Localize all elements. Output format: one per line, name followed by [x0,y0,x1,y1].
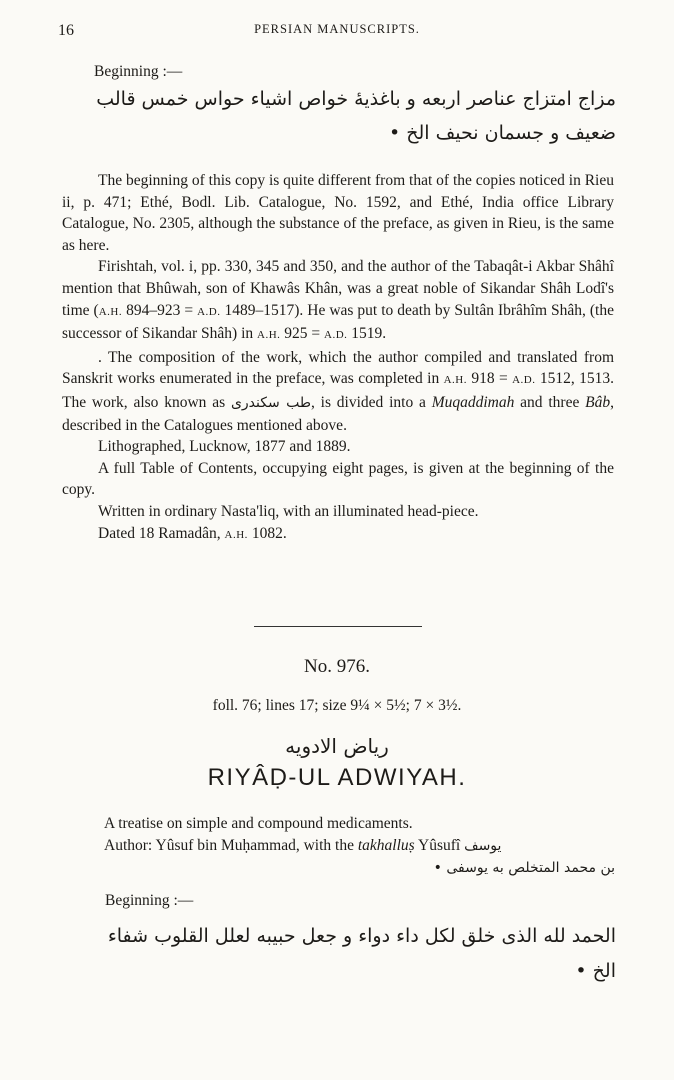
author-line: Author: Yûsuf bin Muḥammad, with the takhalluṣ Yûsufî یوسف [104,836,502,854]
beginning-arabic-line-1: مزاج امتزاج عناصر اربعه و باغذیهٔ خواص اشیاء حواس خمس قالب [96,88,616,110]
beginning-arabic-976-line-1: الحمد لله الذی خلق لکل داء دواء و جعل حبیبه لعلل القلوب شفاء [107,925,616,947]
page-number: 16 [58,22,74,39]
paragraph-composition: . The composition of the work, which the author compiled and translated from Sanskrit works enumerated in the preface, was completed in A.H. 918 = A.D. 1512, 1513. The work, also known as طب سکندری, is divided into a Muqaddimah and three Bâb, described in the Catalogues mentioned above. [62,348,615,434]
section-divider [254,626,422,627]
entry-number: No. 976. [304,656,370,677]
paragraph-copy-comparison: The beginning of this copy is quite different from that of the copies noticed in Rieu ii, p. 471; Ethé, Bodl. Lib. Catalogue, No. 1592, and Ethé, India office Library Catalogue, No. 2305, although the substance of the preface, as given in Rieu, is the same as here. [62,172,614,254]
beginning-arabic-line-2: ضعیف و جسمان نحیف الخ • [389,122,616,144]
beginning-arabic-976-line-2: الخ • [575,960,616,982]
beginning-label: Beginning :— [94,63,183,80]
paragraph-table-of-contents: A full Table of Contents, occupying eight pages, is given at the beginning of the copy. [62,459,614,499]
paragraph-date: Dated 18 Ramadân, A.H. 1082. [98,524,287,542]
treatise-description: A treatise on simple and compound medicaments. [104,815,413,832]
running-title: PERSIAN MANUSCRIPTS. [254,22,420,36]
paragraph-lithographed: Lithographed, Lucknow, 1877 and 1889. [98,438,351,456]
paragraph-author-history: Firishtah, vol. i, pp. 330, 345 and 350, and the author of the Tabaqât-i Akbar Shâhî mention that Bhûwah, son of Khawâs Khân, was a great noble of Sikandar Shâh Lodî's time (A.H. 894–923 = A.D. 1489–1517). He was put to death by Sultân Ibrâhîm Shâh, (the successor of Sikandar Shâh) in A.H. 925 = A.D. 1519. [62,258,614,343]
entry-975-body [62,170,614,546]
entry-976-description [104,813,619,880]
entry-title-arabic: ریاض الادویه [285,734,389,758]
author-line-arabic: بن محمد المتخلص به یوسفی • [433,860,615,876]
entry-title: RIYÂḌ-UL ADWIYAH. [207,764,467,791]
paragraph-script: Written in ordinary Nasta'liq, with an illuminated head-piece. [98,502,479,520]
entry-physical-description: foll. 76; lines 17; size 9¼ × 5½; 7 × 3½. [212,697,462,714]
beginning-label-976: Beginning :— [105,892,194,909]
